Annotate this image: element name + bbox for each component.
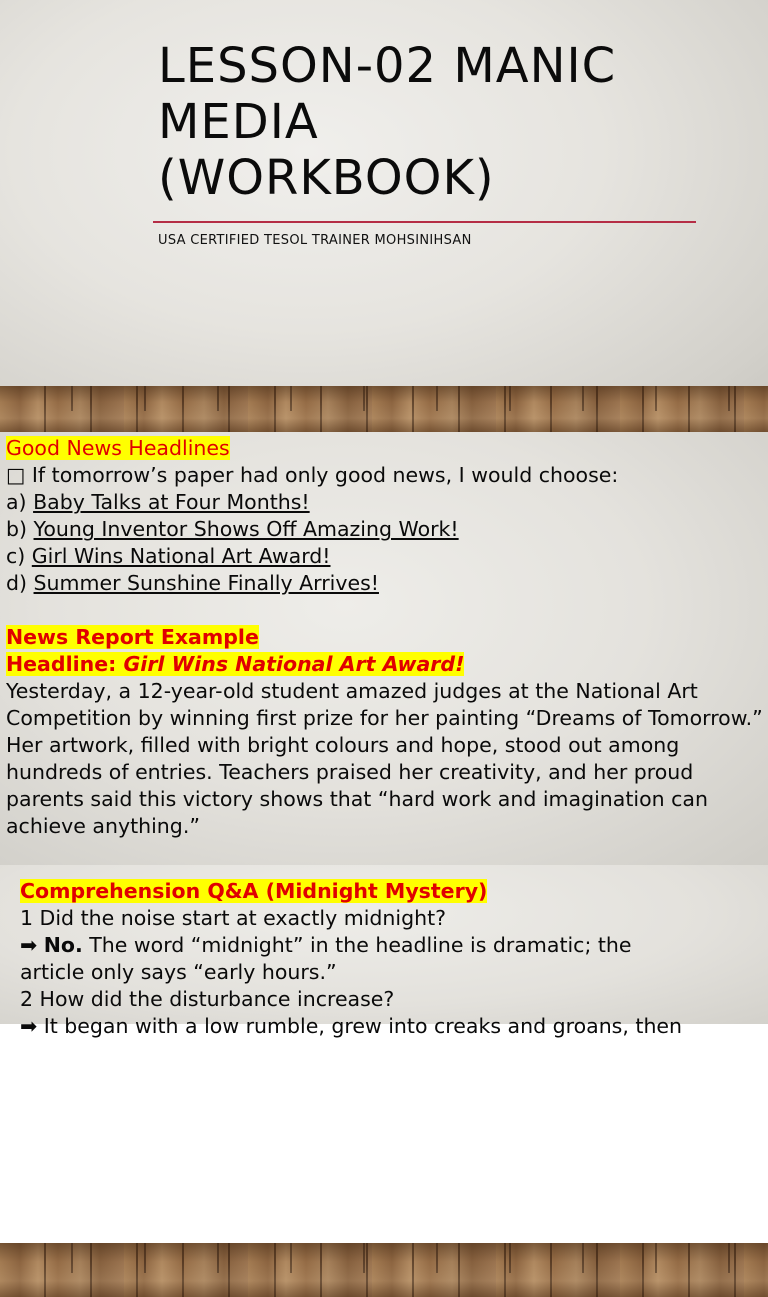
question-text: 2 How did the disturbance increase? bbox=[20, 987, 395, 1011]
slide-subtitle: USA CERTIFIED TESOL TRAINER MOHSINIHSAN bbox=[158, 233, 472, 248]
good-news-slide bbox=[0, 432, 768, 865]
title-line: MEDIA bbox=[158, 94, 319, 150]
option-item: d) Summer Sunshine Finally Arrives! bbox=[6, 571, 379, 595]
title-divider bbox=[153, 221, 696, 223]
report-headline: Headline: Girl Wins National Art Award! bbox=[6, 652, 465, 676]
wood-floor-decoration bbox=[0, 386, 768, 432]
wood-floor-decoration bbox=[0, 1243, 768, 1297]
slide-title bbox=[158, 38, 718, 206]
option-item: b) Young Inventor Shows Off Amazing Work! bbox=[6, 517, 459, 541]
report-paragraph: Yesterday, a 12-year-old student amazed judges at the National Art Competition by winning first prize for her painting “Dreams of Tomorrow.” Her artwork, filled with bright colours and hope, stood out among hundreds of entries. Teachers praised her creativity, and her proud parents said this victory shows that “hard work and imagination can achieve anything.” bbox=[6, 679, 763, 838]
answer-text: ➡ It began with a low rumble, grew into creaks and groans, then bbox=[20, 1014, 683, 1038]
option-headline: Girl Wins National Art Award! bbox=[31, 544, 331, 568]
title-line: (WORKBOOK) bbox=[158, 150, 495, 206]
option-headline: Summer Sunshine Finally Arrives! bbox=[33, 571, 379, 595]
arrow-icon: ➡ bbox=[20, 933, 44, 957]
comprehension-slide bbox=[0, 865, 768, 1038]
option-headline: Young Inventor Shows Off Amazing Work! bbox=[33, 517, 459, 541]
option-item: a) Baby Talks at Four Months! bbox=[6, 490, 310, 514]
answer-text: ➡ No. The word “midnight” in the headline is dramatic; the bbox=[20, 933, 632, 957]
section-heading: Comprehension Q&A (Midnight Mystery) bbox=[20, 879, 488, 903]
report-heading: News Report Example bbox=[6, 625, 259, 649]
option-headline: Baby Talks at Four Months! bbox=[33, 490, 310, 514]
answer-text: article only says “early hours.” bbox=[20, 960, 337, 984]
title-slide bbox=[0, 0, 768, 432]
section-heading: Good News Headlines bbox=[6, 436, 230, 460]
question-text: 1 Did the noise start at exactly midnight? bbox=[20, 906, 447, 930]
option-item: c) Girl Wins National Art Award! bbox=[6, 544, 331, 568]
prompt-text: □ If tomorrow’s paper had only good news, I would choose: bbox=[6, 463, 619, 487]
slide-body bbox=[20, 878, 760, 1040]
title-line: LESSON-02 MANIC bbox=[158, 38, 617, 94]
slide-body bbox=[6, 435, 766, 840]
